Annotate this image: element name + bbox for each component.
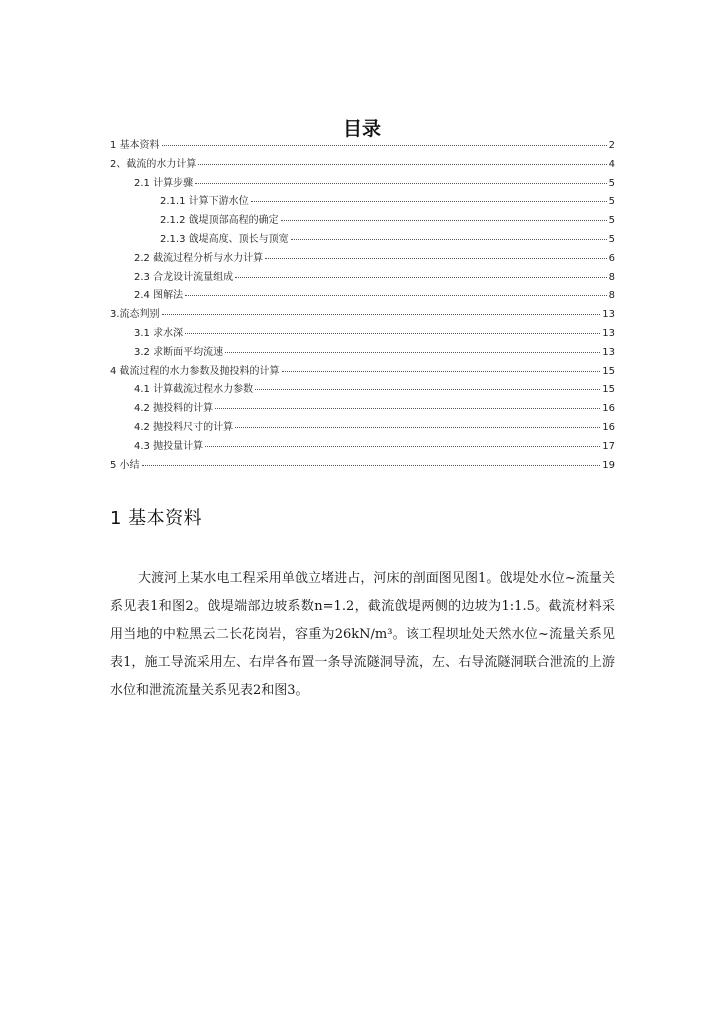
toc-entry[interactable] — [110, 193, 615, 212]
toc-title: 目录 — [342, 117, 381, 140]
toc-entry-text: 3.1 求水深 — [134, 327, 184, 339]
toc-leader-dots — [282, 371, 601, 372]
toc-page-number: 5 — [608, 215, 615, 227]
toc-leader-dots — [185, 295, 607, 296]
toc-entry-text: 4 截流过程的水力参数及抛投料的计算 — [110, 365, 280, 377]
toc-entry[interactable] — [110, 156, 615, 175]
toc-entry[interactable] — [110, 269, 615, 288]
toc-entry-text: 2.1.3 戗堤高度、顶长与顶宽 — [160, 233, 289, 245]
toc-leader-dots — [291, 239, 607, 240]
toc-entry[interactable] — [110, 457, 615, 476]
toc-page-number: 16 — [602, 421, 615, 433]
toc-entry-text: 3.2 求断面平均流速 — [134, 346, 224, 358]
toc-leader-dots — [215, 408, 600, 409]
toc-page-number: 2 — [608, 140, 615, 151]
toc-page-number: 5 — [608, 233, 615, 245]
toc-entry[interactable] — [110, 400, 615, 419]
toc-page-number: 5 — [608, 196, 615, 208]
toc-page-number: 19 — [602, 459, 615, 471]
toc-entry-text: 2、截流的水力计算 — [110, 158, 197, 170]
toc-entry-text: 4.1 计算截流过程水力参数 — [134, 384, 254, 396]
toc-entry[interactable] — [110, 287, 615, 306]
toc-entry[interactable] — [110, 212, 615, 231]
toc-leader-dots — [162, 314, 601, 315]
toc-entry-text: 2.1 计算步骤 — [134, 177, 194, 189]
toc-leader-dots — [235, 427, 600, 428]
toc-leader-dots — [142, 465, 601, 466]
toc-page-number: 15 — [602, 365, 615, 377]
toc-entry-text: 1 基本资料 — [110, 140, 160, 151]
toc-entry[interactable] — [110, 231, 615, 250]
toc-page-number: 5 — [608, 177, 615, 189]
table-of-contents — [110, 137, 615, 475]
toc-page-number: 8 — [608, 271, 615, 283]
toc-leader-dots — [265, 258, 607, 259]
toc-leader-dots — [281, 220, 607, 221]
toc-entry-text: 2.3 合龙设计流量组成 — [134, 271, 234, 283]
section-title: 1 基本资料 — [110, 508, 203, 529]
toc-entry-text: 2.4 图解法 — [134, 290, 184, 302]
toc-leader-dots — [198, 164, 606, 165]
toc-entry[interactable] — [110, 419, 615, 438]
toc-page-number: 13 — [602, 346, 615, 358]
toc-page-number: 6 — [608, 252, 615, 264]
toc-entry-text: 5 小结 — [110, 459, 140, 471]
toc-leader-dots — [195, 183, 607, 184]
toc-entry[interactable] — [110, 250, 615, 269]
toc-leader-dots — [255, 389, 600, 390]
toc-entry[interactable] — [110, 438, 615, 457]
toc-page-number: 16 — [602, 403, 615, 415]
toc-leader-dots — [251, 201, 607, 202]
toc-entry-text: 2.1.1 计算下游水位 — [160, 196, 249, 208]
toc-page-number: 4 — [608, 158, 615, 170]
toc-leader-dots — [185, 333, 600, 334]
toc-entry-text: 4.3 抛投量计算 — [134, 440, 204, 452]
toc-entry-text: 4.2 抛投料的计算 — [134, 403, 214, 415]
body-paragraph: 大渡河上某水电工程采用单戗立堵进占，河床的剖面图见图1。戗堤处水位~流量关系见表1和图2。戗堤端部边坡系数n=1.2，截流戗堤两侧的边坡为1:1.5。截流材料采用当地的中粒黑云二长花岗岩，容重为26kN/m³。该工程坝址处天然水位~流量关系见表1，施工导流采用左、右岸各布置一条导流隧洞导流，左、右导流隧洞联合泄流的上游水位和泄流流量关系见表2和图3。 — [110, 571, 615, 698]
toc-entry-text: 2.2 截流过程分析与水力计算 — [134, 252, 264, 264]
toc-page-number: 8 — [608, 290, 615, 302]
toc-page-number: 17 — [602, 440, 615, 452]
toc-entry[interactable] — [110, 306, 615, 325]
toc-page-number: 15 — [602, 384, 615, 396]
toc-entry[interactable] — [110, 363, 615, 382]
toc-leader-dots — [162, 145, 607, 146]
toc-entry[interactable] — [110, 381, 615, 400]
toc-entry-text: 2.1.2 戗堤顶部高程的确定 — [160, 215, 279, 227]
toc-page-number: 13 — [602, 309, 615, 321]
toc-entry[interactable] — [110, 325, 615, 344]
toc-entry-text: 4.2 抛投料尺寸的计算 — [134, 421, 234, 433]
toc-entry[interactable] — [110, 344, 615, 363]
toc-leader-dots — [235, 277, 607, 278]
toc-entry-text: 3.流态判别 — [110, 309, 160, 321]
toc-entry[interactable] — [110, 137, 615, 156]
toc-leader-dots — [205, 446, 600, 447]
toc-leader-dots — [225, 352, 600, 353]
toc-entry[interactable] — [110, 175, 615, 194]
toc-page-number: 13 — [602, 327, 615, 339]
